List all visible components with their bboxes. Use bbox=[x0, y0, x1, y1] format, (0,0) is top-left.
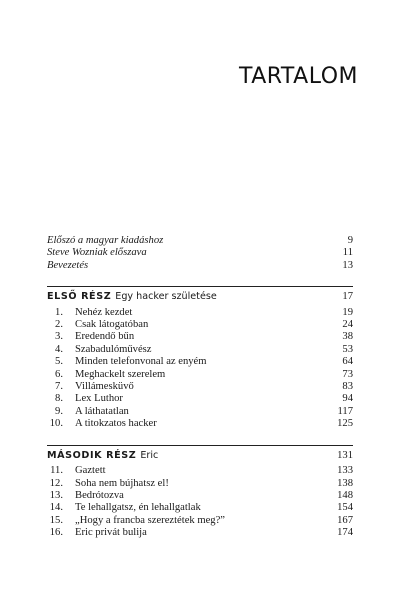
chapter-number: 10. bbox=[49, 418, 63, 430]
chapter-number: 15. bbox=[49, 514, 63, 526]
part-page: 17 bbox=[342, 291, 353, 303]
chapter-page: 174 bbox=[337, 527, 353, 539]
chapter-entry bbox=[47, 393, 353, 405]
chapter-page: 73 bbox=[342, 368, 353, 380]
entry-title: Bevezetés bbox=[47, 259, 89, 271]
chapter-entry bbox=[47, 381, 353, 393]
chapter-number: 6. bbox=[55, 368, 63, 380]
chapter-entry bbox=[47, 406, 353, 418]
chapter-number: 11. bbox=[50, 465, 63, 477]
part-title: Eric bbox=[140, 449, 159, 461]
entry-page: 9 bbox=[347, 235, 353, 246]
chapter-page: 148 bbox=[337, 489, 353, 501]
chapter-page: 94 bbox=[342, 393, 353, 405]
chapter-entry bbox=[47, 527, 353, 539]
part-label: ELSŐ RÉSZ bbox=[47, 291, 112, 303]
entry-title: Előszó a magyar kiadáshoz bbox=[47, 235, 164, 246]
chapter-number: 3. bbox=[55, 331, 63, 343]
chapter-entry bbox=[47, 356, 353, 368]
chapter-title: Villámesküvő bbox=[75, 381, 134, 393]
chapter-number: 8. bbox=[55, 393, 63, 405]
chapter-title: A láthatatlan bbox=[75, 405, 129, 417]
entry-page: 13 bbox=[342, 259, 353, 271]
chapter-entry bbox=[47, 319, 353, 331]
chapter-title: Csak látogatóban bbox=[75, 319, 149, 331]
chapter-title: Meghackelt szerelem bbox=[75, 368, 166, 380]
front-matter-entry bbox=[47, 235, 353, 247]
chapter-title: Soha nem bújhatsz el! bbox=[75, 477, 169, 489]
chapter-number: 4. bbox=[55, 343, 63, 355]
chapter-entry bbox=[47, 344, 353, 356]
chapter-page: 167 bbox=[337, 514, 353, 526]
chapter-number: 16. bbox=[49, 527, 63, 539]
front-matter-entry bbox=[47, 247, 353, 259]
chapter-page: 154 bbox=[337, 502, 353, 514]
chapter-title: Bedrótozva bbox=[75, 489, 124, 501]
chapter-number: 13. bbox=[49, 489, 63, 501]
chapter-title: Minden telefonvonal az enyém bbox=[75, 356, 207, 368]
chapter-entry bbox=[47, 331, 353, 343]
part-heading bbox=[47, 286, 353, 303]
chapter-entry bbox=[47, 369, 353, 381]
chapter-page: 138 bbox=[337, 477, 353, 489]
chapter-page: 38 bbox=[342, 331, 353, 343]
chapter-entry bbox=[47, 307, 353, 319]
chapter-title: Eredendő bűn bbox=[75, 331, 135, 343]
chapter-title: Szabadulóművész bbox=[75, 343, 152, 355]
chapter-entry bbox=[47, 490, 353, 502]
part-title: Egy hacker születése bbox=[115, 291, 217, 303]
chapter-entry bbox=[47, 418, 353, 430]
chapter-number: 5. bbox=[55, 356, 63, 368]
chapter-number: 2. bbox=[55, 319, 63, 331]
chapter-title: Te lehallgatsz, én lehallgatlak bbox=[75, 502, 201, 514]
chapter-entry bbox=[47, 465, 353, 477]
chapter-page: 125 bbox=[337, 418, 353, 430]
part-heading bbox=[47, 445, 353, 462]
chapter-number: 12. bbox=[49, 477, 63, 489]
chapter-page: 83 bbox=[342, 381, 353, 393]
entry-title: Steve Wozniak előszava bbox=[47, 247, 147, 259]
chapter-title: Nehéz kezdet bbox=[75, 306, 133, 318]
chapter-title: „Hogy a francba szereztétek meg?” bbox=[75, 514, 225, 526]
chapter-title: A titokzatos hacker bbox=[75, 418, 157, 430]
chapter-number: 14. bbox=[49, 502, 63, 514]
chapter-page: 24 bbox=[342, 319, 353, 331]
chapter-page: 117 bbox=[337, 405, 353, 417]
chapter-page: 133 bbox=[337, 465, 353, 477]
chapter-entry bbox=[47, 502, 353, 514]
chapter-number: 1. bbox=[55, 306, 63, 318]
front-matter-entry bbox=[47, 260, 353, 272]
chapter-number: 7. bbox=[55, 381, 63, 393]
table-of-contents bbox=[47, 235, 353, 540]
part-label: MÁSODIK RÉSZ bbox=[47, 449, 137, 461]
chapter-page: 19 bbox=[342, 306, 353, 318]
chapter-entry bbox=[47, 515, 353, 527]
chapter-title: Eric privát bulija bbox=[75, 527, 147, 539]
chapter-entry bbox=[47, 478, 353, 490]
chapter-title: Gaztett bbox=[75, 465, 106, 477]
entry-page: 11 bbox=[342, 247, 353, 259]
page-title: TARTALOM bbox=[238, 64, 358, 89]
part-page: 131 bbox=[337, 449, 353, 461]
chapter-title: Lex Luthor bbox=[75, 393, 123, 405]
chapter-number: 9. bbox=[55, 405, 63, 417]
chapter-page: 64 bbox=[342, 356, 353, 368]
chapter-page: 53 bbox=[342, 343, 353, 355]
